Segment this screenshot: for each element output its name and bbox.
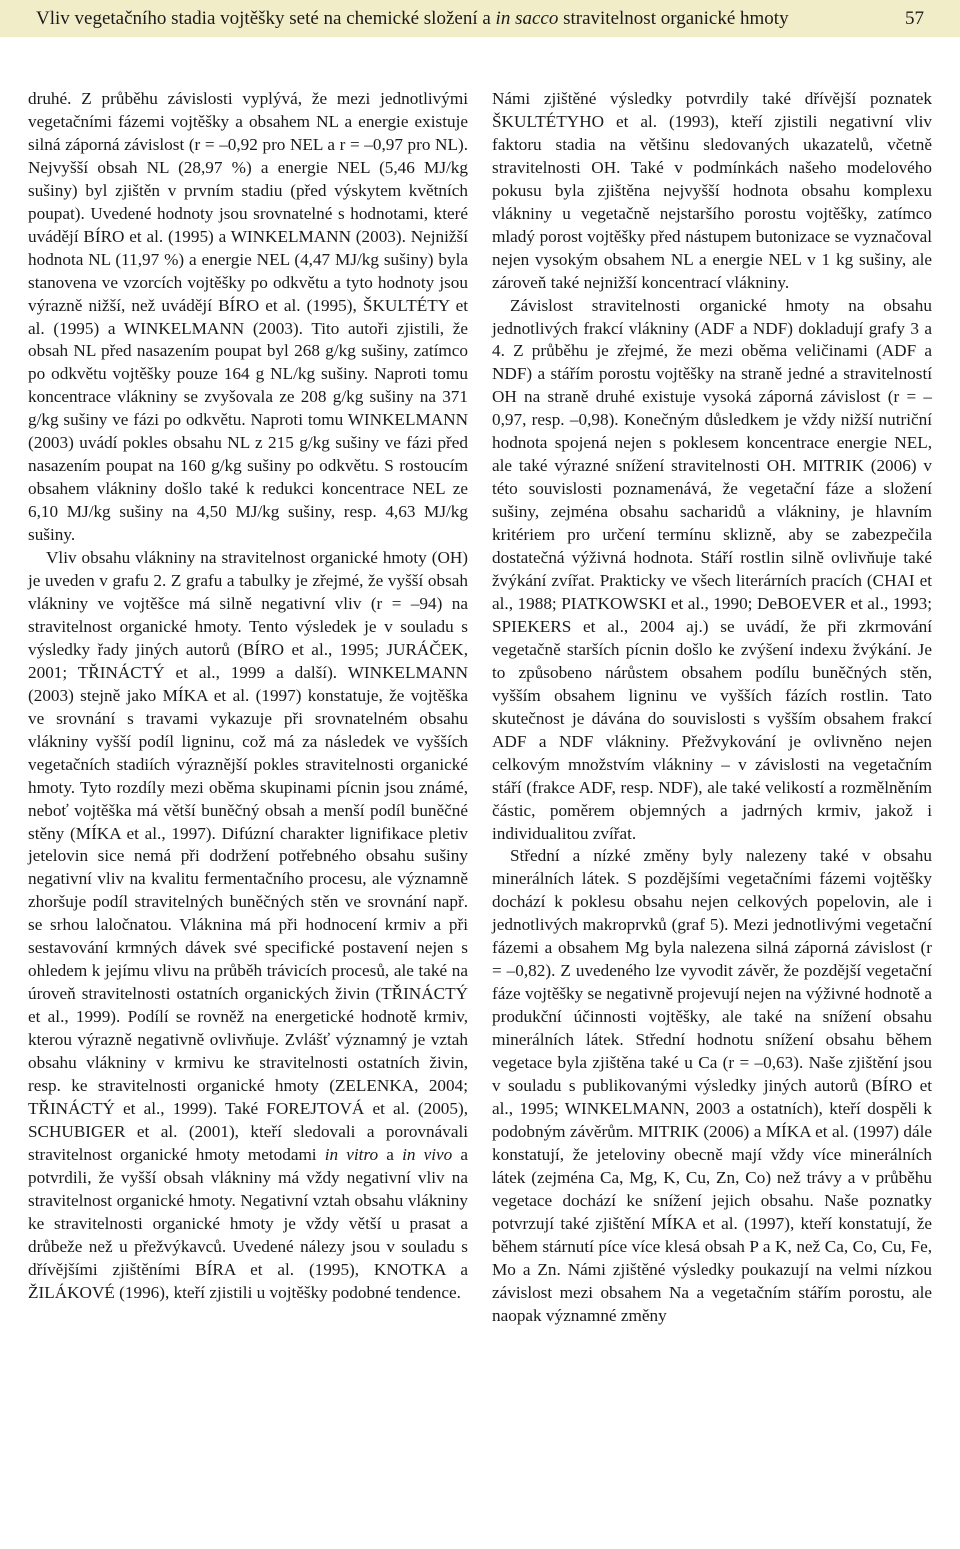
running-header [0, 0, 960, 37]
right-paragraph-1: Námi zjištěné výsledky potvrdily také dřívější poznatek ŠKULTÉTYHO et al. (1993), kteří zjistili negativní vliv faktoru stadia na většinu sledovaných ukazatelů, včetně stravitelnosti OH. Také v podmínkách našeho modelového pokusu byla zjištěna nejvyšší hodnota obsahu komplexu vlákniny u vegetačně nejstaršího porostu vojtěšky, zatímco mladý porost vojtěšky před nástupem butonizace se vyznačoval nejen vysokým obsahem NL a energie NEL v 1 kg sušiny, ale zároveň také nejnižší koncentrací vlákniny. [492, 89, 932, 292]
left-paragraph-2-text-a: Vliv obsahu vlákniny na stravitelnost organické hmoty (OH) je uveden v grafu 2. Z grafu a tabulky je zřejmé, že vyšší obsah vlákniny ve vojtěšce má silně negativní vliv (r = –94) na stravitelnost organické hmoty. Tento výsledek je v souladu s výsledky řady jiných autorů (BÍRO et al., 1995; JURÁČEK, 2001; TŘINÁCTÝ et al., 1999 a další). WINKELMANN (2003) stejně jako MÍKA et al. (1997) konstatuje, že vojtěška ve srovnání s travami vykazuje při srovnatelném obsahu vlákniny vyšší podíl ligninu, což má za následek ve vyšších vegetačních stadiích výraznější pokles stravitelnosti organické hmoty. Tyto rozdíly mezi oběma skupinami pícnin jsou známé, neboť vojtěška má větší buněčný obsah a menší podíl buněčné stěny (MÍKA et al., 1997). Difúzní charakter lignifikace pletiv jetelovin sice nemá při dodržení potřebného obsahu sušiny negativní vliv na kvalitu fermentačního procesu, ale významně zhoršuje podíl stravitelných buněčných stěn ve srovnání např. se srhou laločnatou. Vláknina má při hodnocení krmiv a při sestavování krmných dávek své specifické postavení nejen s ohledem k jejímu vlivu na průběh trávicích procesů, ale také na úroveň stravitelnosti ostatních organických živin (TŘINÁCTÝ et al., 1999). Podílí se rovněž na energetické hodnotě krmiv, kterou výrazně negativně ovlivňuje. Zvlášť významný je vztah obsahu vlákniny v krmivu ke stravitelnosti ostatních živin, resp. ke stravitelnosti organické hmoty (ZELENKA, 2004; TŘINÁCTÝ et al., 1999). Také FOREJTOVÁ et al. (2005), SCHUBIGER et al. (2001), kteří sledovali a porovnávali stravitelnost organické hmoty metodami [28, 548, 468, 1164]
left-paragraph-2-text-b: a [378, 1144, 403, 1164]
in-vivo-term: in vivo [402, 1144, 453, 1164]
left-paragraph-1: druhé. Z průběhu závislosti vyplývá, že mezi jednotlivými vegetačními fázemi vojtěšky a obsahem NL a energie existuje silná záporná závislost (r = –0,92 pro NEL a r = –0,97 pro NL). Nejvyšší obsah NL (28,97 %) a energie NEL (5,46 MJ/kg sušiny) byl zjištěn v prvním stadiu (před výskytem květních poupat). Uvedené hodnoty jsou srovnatelné s hodnotami, které uvádějí BÍRO et al. (1995) a WINKELMANN (2003). Nejnižší hodnota NL (11,97 %) a energie NEL (4,47 MJ/kg sušiny) byla stanovena ve vzorcích vojtěšky po odkvětu a tyto hodnoty jsou výrazně nižší, než uvádějí BÍRO et al. (1995), ŠKULTÉTY et al. (1995) a WINKELMANN (2003). Tito autoři zjistili, že obsah NL před nasazením poupat byl 268 g/kg sušiny, zatímco po odkvětu vojtěšky pouze 164 g NL/kg sušiny. Naproti tomu koncentrace vlákniny se zvyšovala ze 208 g/kg sušiny na 371 g/kg sušiny ve fázi po odkvětu. Naproti tomu WINKELMANN (2003) uvádí pokles obsahu NL z 215 g/kg sušiny ve fázi před nasazením poupat na 160 g/kg sušiny po odkvětu. S rostoucím obsahem vlákniny došlo také k redukci koncentrace NEL ze 6,10 MJ/kg sušiny na 4,50 MJ/kg sušiny, resp. 4,63 MJ/kg sušiny. [28, 89, 468, 545]
right-paragraph-3: Střední a nízké změny byly nalezeny také v obsahu minerálních látek. S pozdějšími vegetačními fázemi vojtěšky dochází k poklesu obsahu nejen celkových popelovin, ale i jednotlivých makroprvků (graf 5). Mezi jednotlivými vegetační fázemi a obsahem Mg byla nalezena silná záporná závislost (r = –0,82). Z uvedeného lze vyvodit závěr, že pozdější vegetační fáze vojtěšky se negativně projevují nejen na výživné hodnotě a produkční účinnosti vojtěšky, ale také na snížení obsahu minerálních látek. Střední hodnotu snížení obsahu během vegetace byla zjištěna také u Ca (r = –0,63). Naše zjištění jsou v souladu s publikovanými výsledky jiných autorů (BÍRO et al., 1995; WINKELMANN, 2003 a ostatních), kteří dospěli k podobným závěrům. MITRIK (2006) a MÍKA et al. (1997) dále konstatují, že jeteloviny obecně mají vždy více minerálních látek (zejména Ca, Mg, K, Cu, Zn, Co) než trávy a v průběhu vegetace dochází ke snížení jejich obsahu. Naše poznatky potvrzují také zjištění MÍKA et al. (1997), kteří konstatují, že během stárnutí píce více klesá obsah P a K, než Ca, Co, Cu, Fe, Mo a Zn. Námi zjištěné výsledky poukazují na velmi nízkou závislost mezi obsahem Na a vegetačním stářím porostu, ale naopak významné změny [492, 846, 932, 1325]
in-vitro-term: in vitro [324, 1144, 379, 1164]
running-title-italic: in sacco [495, 7, 559, 29]
left-paragraph-2-text-c: a potvrdili, že vyšší obsah vlákniny má vždy negativní vliv na stravitelnost organické hmoty. Negativní vztah obsahu vlákniny ke stravitelnosti organické hmoty je vždy větší u prasat a drůbeže než u přežvýkavců. Uvedené nálezy jsou v souladu s dřívějšími zjištěními BÍRA et al. (1995), KNOTKA a ŽILÁKOVÉ (1996), kteří zjistili u vojtěšky podobné tendence. [28, 1144, 469, 1302]
left-column [28, 88, 468, 1305]
page-number: 57 [905, 7, 924, 29]
running-title-part2: stravitelnost organické hmoty [558, 7, 789, 29]
right-column [492, 88, 932, 1327]
running-title-part1: Vliv vegetačního stadia vojtěšky seté na chemické složení a [36, 7, 496, 29]
right-paragraph-2: Závislost stravitelnosti organické hmoty na obsahu jednotlivých frakcí vlákniny (ADF a NDF) dokladují grafy 3 a 4. Z průběhu je zřejmé, že mezi oběma veličinami (ADF a NDF) a stářím porostu vojtěšky na straně jedné a stravitelností OH na straně druhé existuje vysoká záporná závislost (r = –0,97, resp. –0,98). Konečným důsledkem je vždy nižší nutriční hodnota spojená nejen s poklesem koncentrace energie NEL, ale také výrazné snížení stravitelnosti OH. MITRIK (2006) v této souvislosti poznamenává, že vegetační fáze a složení sušiny, zejména obsahu sacharidů a vlákniny, je hlavním kritériem pro určení termínu sklizně, aby se zabezpečila dostatečná výživná hodnota. Stáří rostlin silně ovlivňuje také žvýkání zvířat. Prakticky ve všech literárních pracích (CHAI et al., 1988; PIATKOWSKI et al., 1990; DeBOEVER et al., 1993; SPIEKERS et al., 2004 aj.) se uvádí, že při zkrmování vegetačně starších pícnin došlo ke zvýšení indexu žvýkání. Je to způsobeno nárůstem obsahem podílu buněčných stěn, vyšším obsahem ligninu ve vyšších fázích rostlin. Tato skutečnost je dávána do souvislosti s vyšším obsahem frakcí ADF a NDF vlákniny. Přežvykování je ovlivněno nejen celkovým množstvím vlákniny – v závislosti na vegetačním stáří (frakce ADF, resp. NDF), ale také velikostí a rozmělněním částic, poměrem objemných a jadrných krmiv, jakož i individualitou zvířat. [492, 295, 932, 843]
running-title [36, 8, 789, 30]
left-paragraph-2 [28, 547, 468, 1304]
